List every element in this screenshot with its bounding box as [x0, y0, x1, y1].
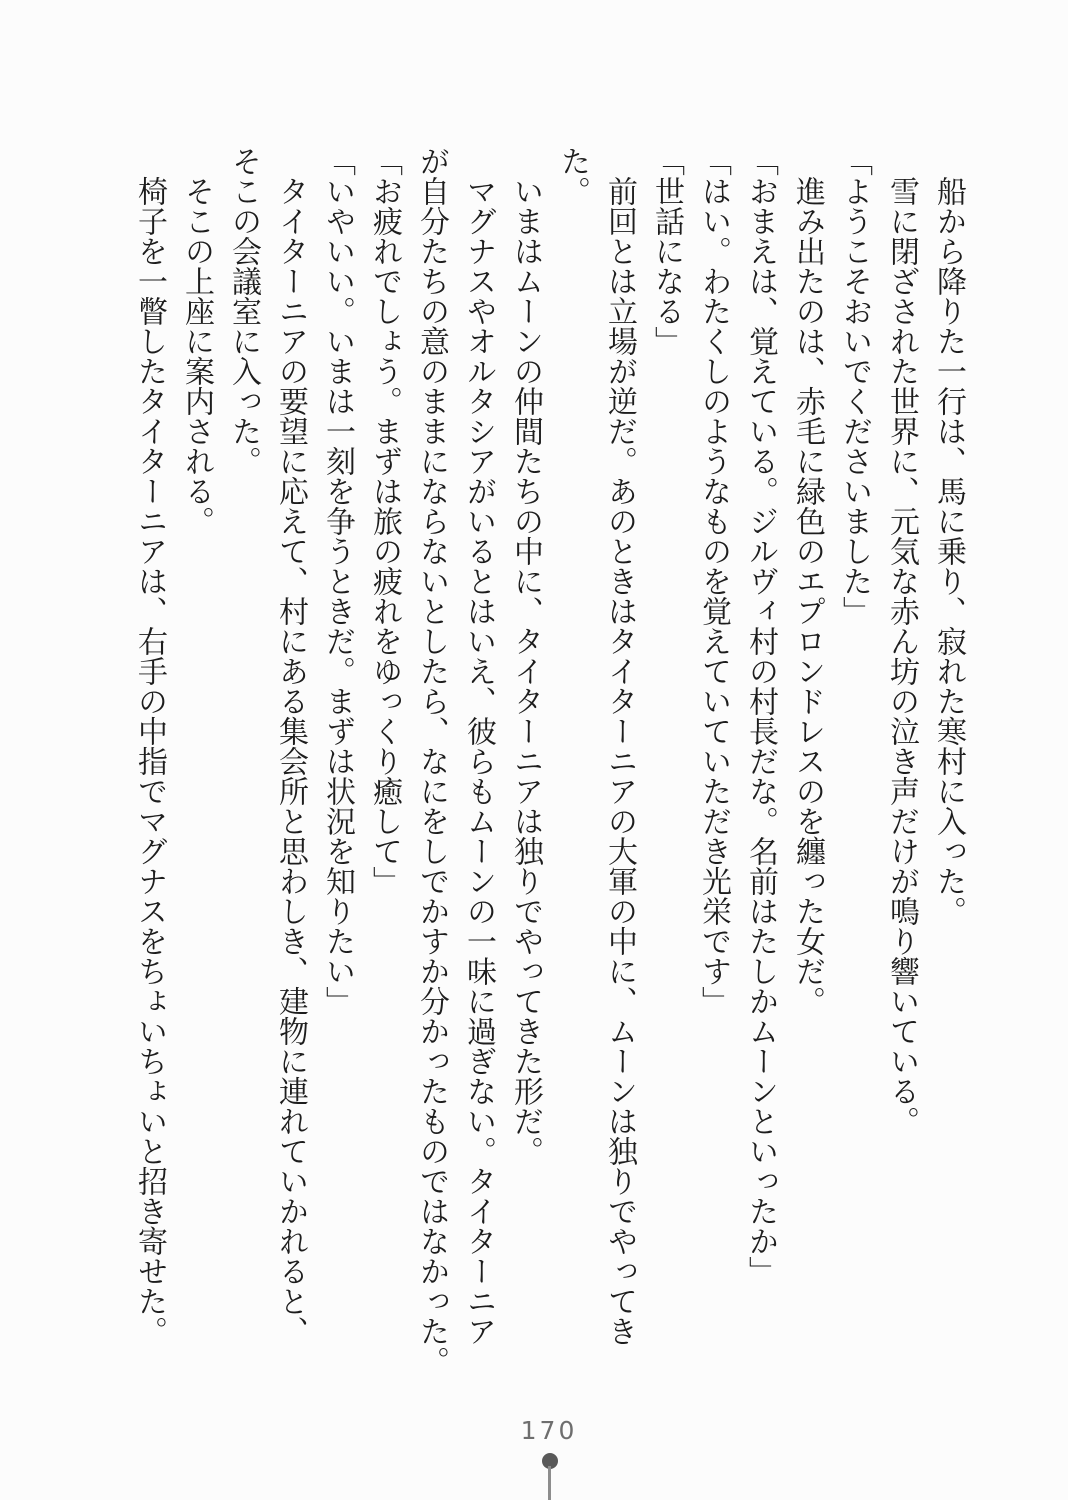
vertical-text-block — [126, 146, 972, 1386]
text-column: 進み出たのは、赤毛に緑色のエプロンドレスのを纏った女だ。 — [791, 146, 824, 1016]
text-column: 「お疲れでしょう。まずは旅の疲れをゆっくり癒して」 — [368, 146, 401, 896]
page-number: 170 — [520, 1416, 578, 1445]
text-column: いまはムーンの仲間たちの中に、タイターニアは独りでやってきた形だ。 — [509, 146, 542, 1166]
text-column: 「ようこそおいでくださいました」 — [838, 146, 871, 626]
pin-line — [548, 1466, 551, 1500]
page-footer — [126, 1416, 972, 1445]
text-column: 「おまえは、覚えている。ジルヴィ村の村長だな。名前はたしかムーンといったか」 — [744, 146, 777, 1286]
text-column: マグナスやオルタシアがいるとはいえ、彼らもムーンの一味に過ぎない。タイターニア — [462, 146, 495, 1346]
text-column: 「世話になる」 — [650, 146, 683, 356]
text-column: 「はい。わたくしのようなものを覚えていていただき光栄です」 — [697, 146, 730, 1016]
text-column: 雪に閉ざされた世界に、元気な赤ん坊の泣き声だけが鳴り響いている。 — [885, 146, 918, 1136]
text-column: そこの上座に案内される。 — [180, 146, 213, 536]
text-column: 「いやいい。いまは一刻を争うときだ。まずは状況を知りたい」 — [321, 146, 354, 1016]
text-column: 前回とは立場が逆だ。あのときはタイターニアの大軍の中に、ムーンは独りでやってき — [603, 146, 636, 1346]
text-column: た。 — [556, 146, 589, 206]
text-column: 椅子を一瞥したタイターニアは、右手の中指でマグナスをちょいちょいと招き寄せた。 — [133, 146, 166, 1346]
text-column: 船から降りた一行は、馬に乗り、寂れた寒村に入った。 — [932, 146, 965, 926]
text-column: タイターニアの要望に応えて、村にある集会所と思わしき、建物に連れていかれると、 — [274, 146, 307, 1346]
text-column: が自分たちの意のままにならないとしたら、なにをしでかすか分かったものではなかった。 — [415, 146, 448, 1376]
text-column: そこの会議室に入った。 — [227, 146, 260, 476]
